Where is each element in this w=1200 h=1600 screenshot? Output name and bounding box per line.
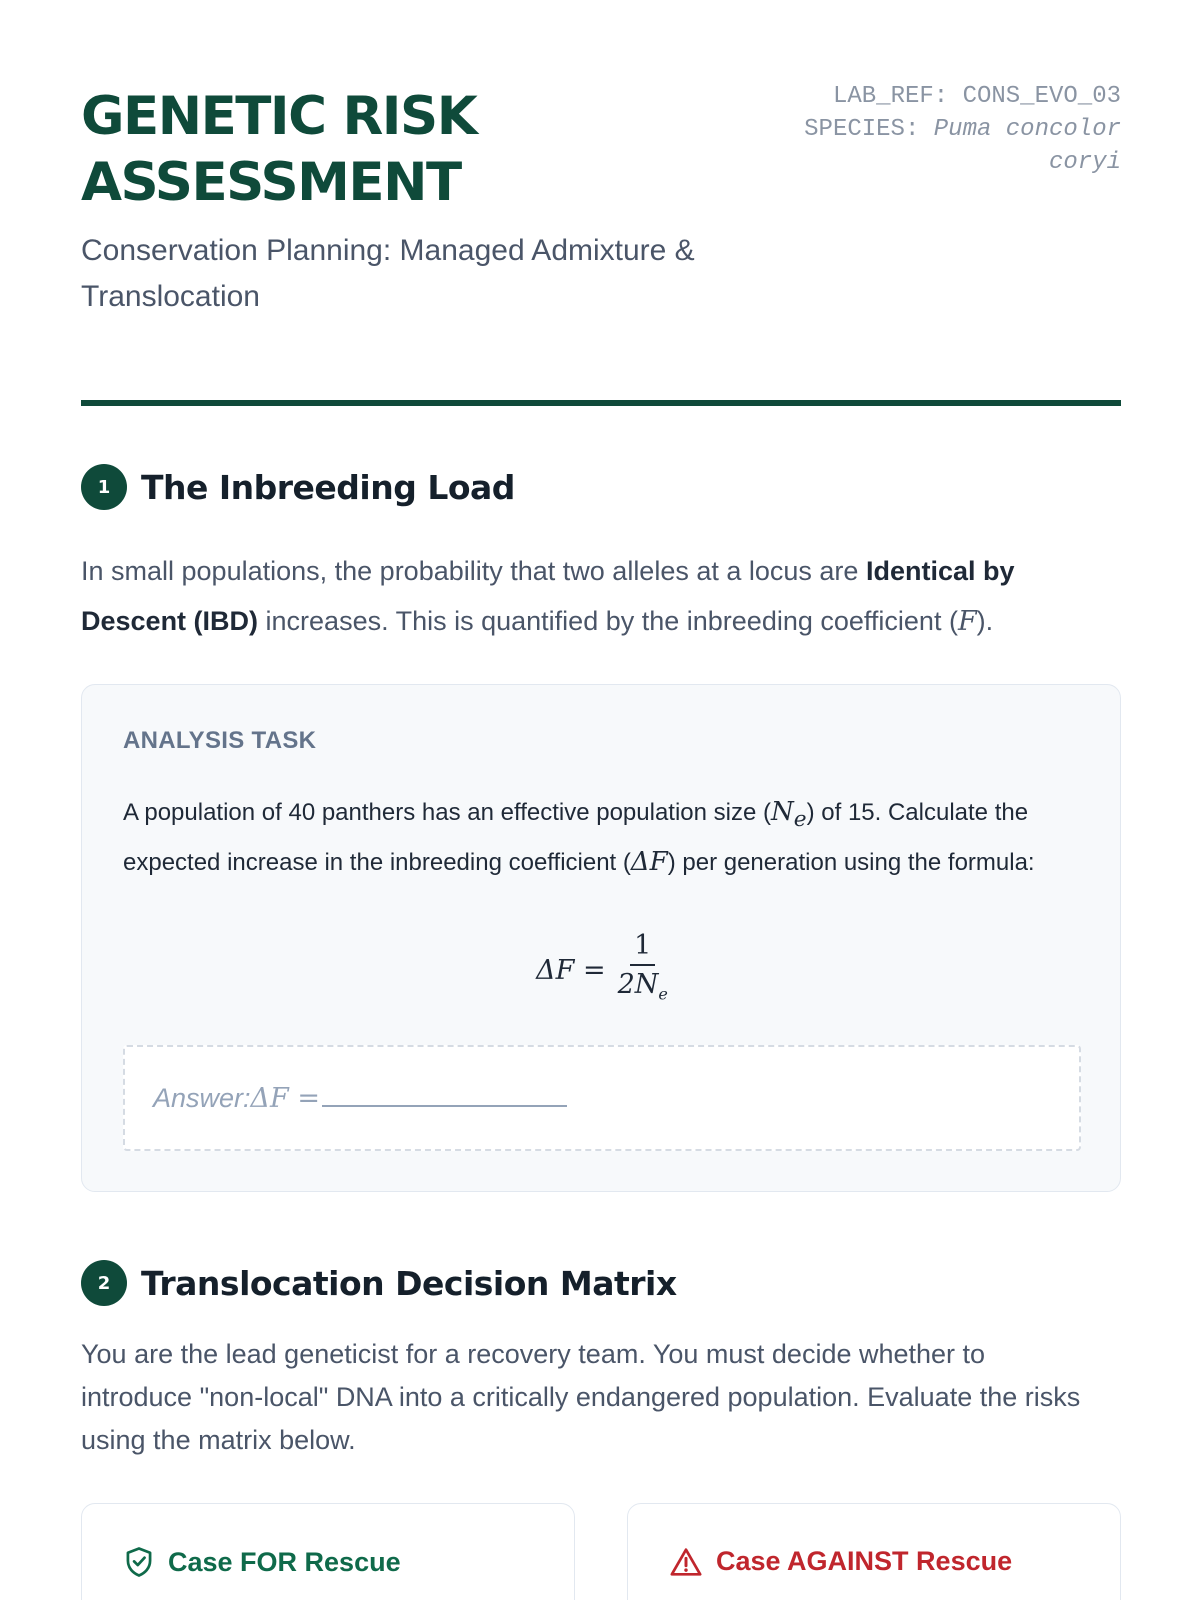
variable-delta-f: ΔF bbox=[630, 847, 668, 878]
section-number-badge: 1 bbox=[81, 464, 127, 510]
formula-denominator: $2N_e$ bbox=[617, 969, 668, 1004]
header bbox=[81, 0, 1121, 410]
formula-numerator: 1 bbox=[630, 930, 655, 966]
page-subtitle: Conservation Planning: Managed Admixture & Translocation bbox=[81, 234, 695, 313]
case-against-rescue-card bbox=[627, 1503, 1121, 1600]
case-against-heading bbox=[670, 1546, 1012, 1577]
ibd-term: Identical by Descent (IBD) bbox=[81, 556, 1015, 636]
section-1-intro: In small populations, the probability that two alleles at a locus are Identical by Descent (IBD) increases. This is quantified by the inbreeding coefficient (F). bbox=[81, 556, 1015, 637]
section-2-intro: You are the lead geneticist for a recovery team. You must decide whether to introduce "non-local" DNA into a critically endangered population. Evaluate the risks using the matrix below. bbox=[81, 1339, 1081, 1455]
answer-expression: ΔF = bbox=[250, 1083, 320, 1114]
variable-ne: $N_e$ bbox=[771, 797, 807, 833]
section-title: The Inbreeding Load bbox=[141, 467, 515, 507]
lab-meta bbox=[761, 80, 1121, 179]
title-line-2: ASSESSMENT bbox=[81, 152, 461, 213]
answer-blank[interactable] bbox=[322, 1085, 567, 1107]
analysis-task-panel bbox=[81, 684, 1121, 1192]
worksheet-page bbox=[81, 0, 1121, 1577]
case-for-heading bbox=[124, 1546, 401, 1578]
page-title bbox=[81, 84, 781, 216]
section-number-badge: 2 bbox=[81, 1260, 127, 1306]
formula bbox=[82, 930, 1122, 1011]
section-2-heading bbox=[81, 1260, 677, 1306]
answer-label: Answer: bbox=[153, 1083, 251, 1113]
task-label: ANALYSIS TASK bbox=[123, 727, 317, 754]
answer-prompt bbox=[153, 1083, 567, 1114]
header-divider bbox=[81, 400, 1121, 406]
species-label: SPECIES: bbox=[804, 116, 934, 143]
formula-fraction bbox=[618, 930, 668, 1011]
lab-ref: LAB_REF: CONS_EVO_03 bbox=[832, 83, 1121, 110]
variable-f: F bbox=[957, 606, 977, 637]
task-description: A population of 40 panthers has an effective population size $(N_e)$ of 15. Calculate the expected increase in the inbreeding coefficient (ΔF) per generation using the formula: bbox=[123, 797, 1035, 878]
case-against-title: Case AGAINST Rescue bbox=[716, 1546, 1013, 1576]
answer-box[interactable] bbox=[123, 1045, 1081, 1151]
section-1-heading bbox=[81, 464, 515, 510]
formula-lhs: ΔF = bbox=[536, 955, 606, 987]
section-title: Translocation Decision Matrix bbox=[141, 1263, 677, 1303]
warning-triangle-icon bbox=[670, 1547, 702, 1577]
case-for-title: Case FOR Rescue bbox=[168, 1546, 401, 1577]
species-name: Puma concolor bbox=[933, 116, 1121, 143]
shield-check-icon bbox=[124, 1546, 154, 1578]
title-line-1: GENETIC RISK bbox=[81, 86, 477, 147]
species-row bbox=[761, 113, 1121, 146]
case-for-rescue-card bbox=[81, 1503, 575, 1600]
species-subspecies: coryi bbox=[1048, 149, 1121, 176]
